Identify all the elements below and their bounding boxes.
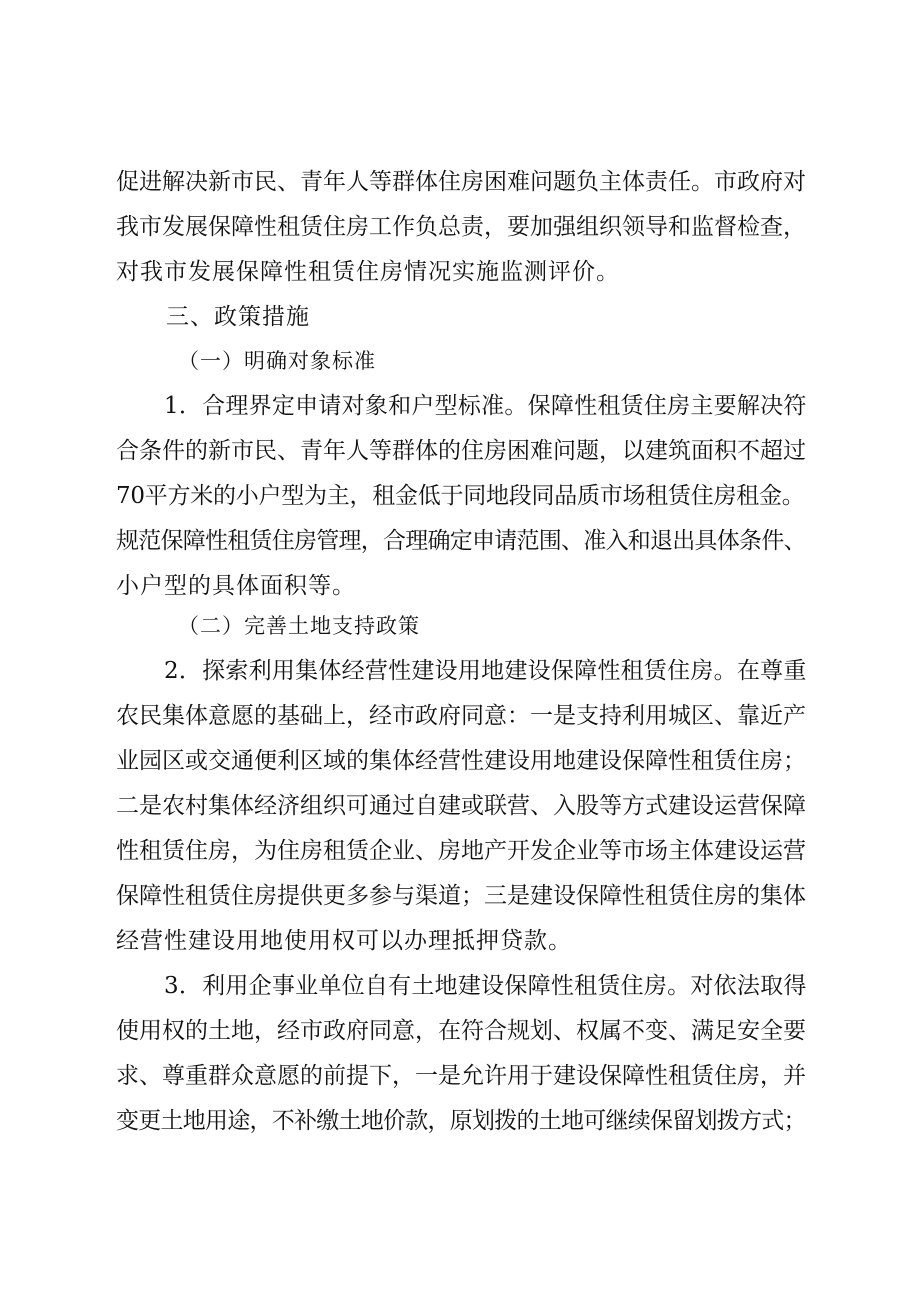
subsection-heading: （二）完善土地支持政策 [178, 614, 420, 638]
body-text-line: 经营性建设用地使用权可以办理抵押贷款。 [116, 928, 572, 954]
body-text-line: 合条件的新市民、青年人等群体的住房困难问题，以建筑面积不超过 [116, 438, 806, 464]
paragraph-first-line: 2．探索利用集体经营性建设用地建设保障性租赁住房。在尊重 [164, 658, 807, 684]
body-text-line: 规范保障性租赁住房管理，合理确定申请范围、准入和退出具体条件、 [116, 528, 806, 554]
body-text-line: 业园区或交通便利区域的集体经营性建设用地建设保障性租赁住房； [116, 748, 806, 774]
body-text-line: 变更土地用途，不补缴土地价款，原划拨的土地可继续保留划拨方式； [116, 1108, 806, 1134]
body-text-line: 保障性租赁住房提供更多参与渠道；三是建设保障性租赁住房的集体 [116, 883, 806, 909]
body-text-line: 使用权的土地，经市政府同意，在符合规划、权属不变、满足安全要 [116, 1018, 806, 1044]
body-text-line: 70平方米的小户型为主，租金低于同地段同品质市场租赁住房租金。 [116, 483, 805, 509]
body-text-line: 性租赁住房，为住房租赁企业、房地产开发企业等市场主体建设运营 [116, 838, 806, 864]
subsection-heading: （一）明确对象标准 [178, 349, 376, 373]
body-text-line: 二是农村集体经济组织可通过自建或联营、入股等方式建设运营保障 [116, 793, 806, 819]
paragraph-first-line: 1．合理界定申请对象和户型标准。保障性租赁住房主要解决符 [164, 393, 807, 419]
body-text-line: 小户型的具体面积等。 [116, 573, 356, 599]
body-text-line: 我市发展保障性租赁住房工作负总责，要加强组织领导和监督检查， [116, 214, 806, 240]
body-text-line: 求、尊重群众意愿的前提下，一是允许用于建设保障性租赁住房，并 [116, 1063, 806, 1089]
body-text-line: 对我市发展保障性租赁住房情况实施监测评价。 [116, 259, 620, 285]
section-heading: 三、政策措施 [166, 304, 310, 330]
body-text-line: 农民集体意愿的基础上，经市政府同意：一是支持利用城区、靠近产 [116, 703, 806, 729]
paragraph-first-line: 3．利用企事业单位自有土地建设保障性租赁住房。对依法取得 [164, 973, 807, 999]
body-text-line: 促进解决新市民、青年人等群体住房困难问题负主体责任。市政府对 [116, 169, 806, 195]
